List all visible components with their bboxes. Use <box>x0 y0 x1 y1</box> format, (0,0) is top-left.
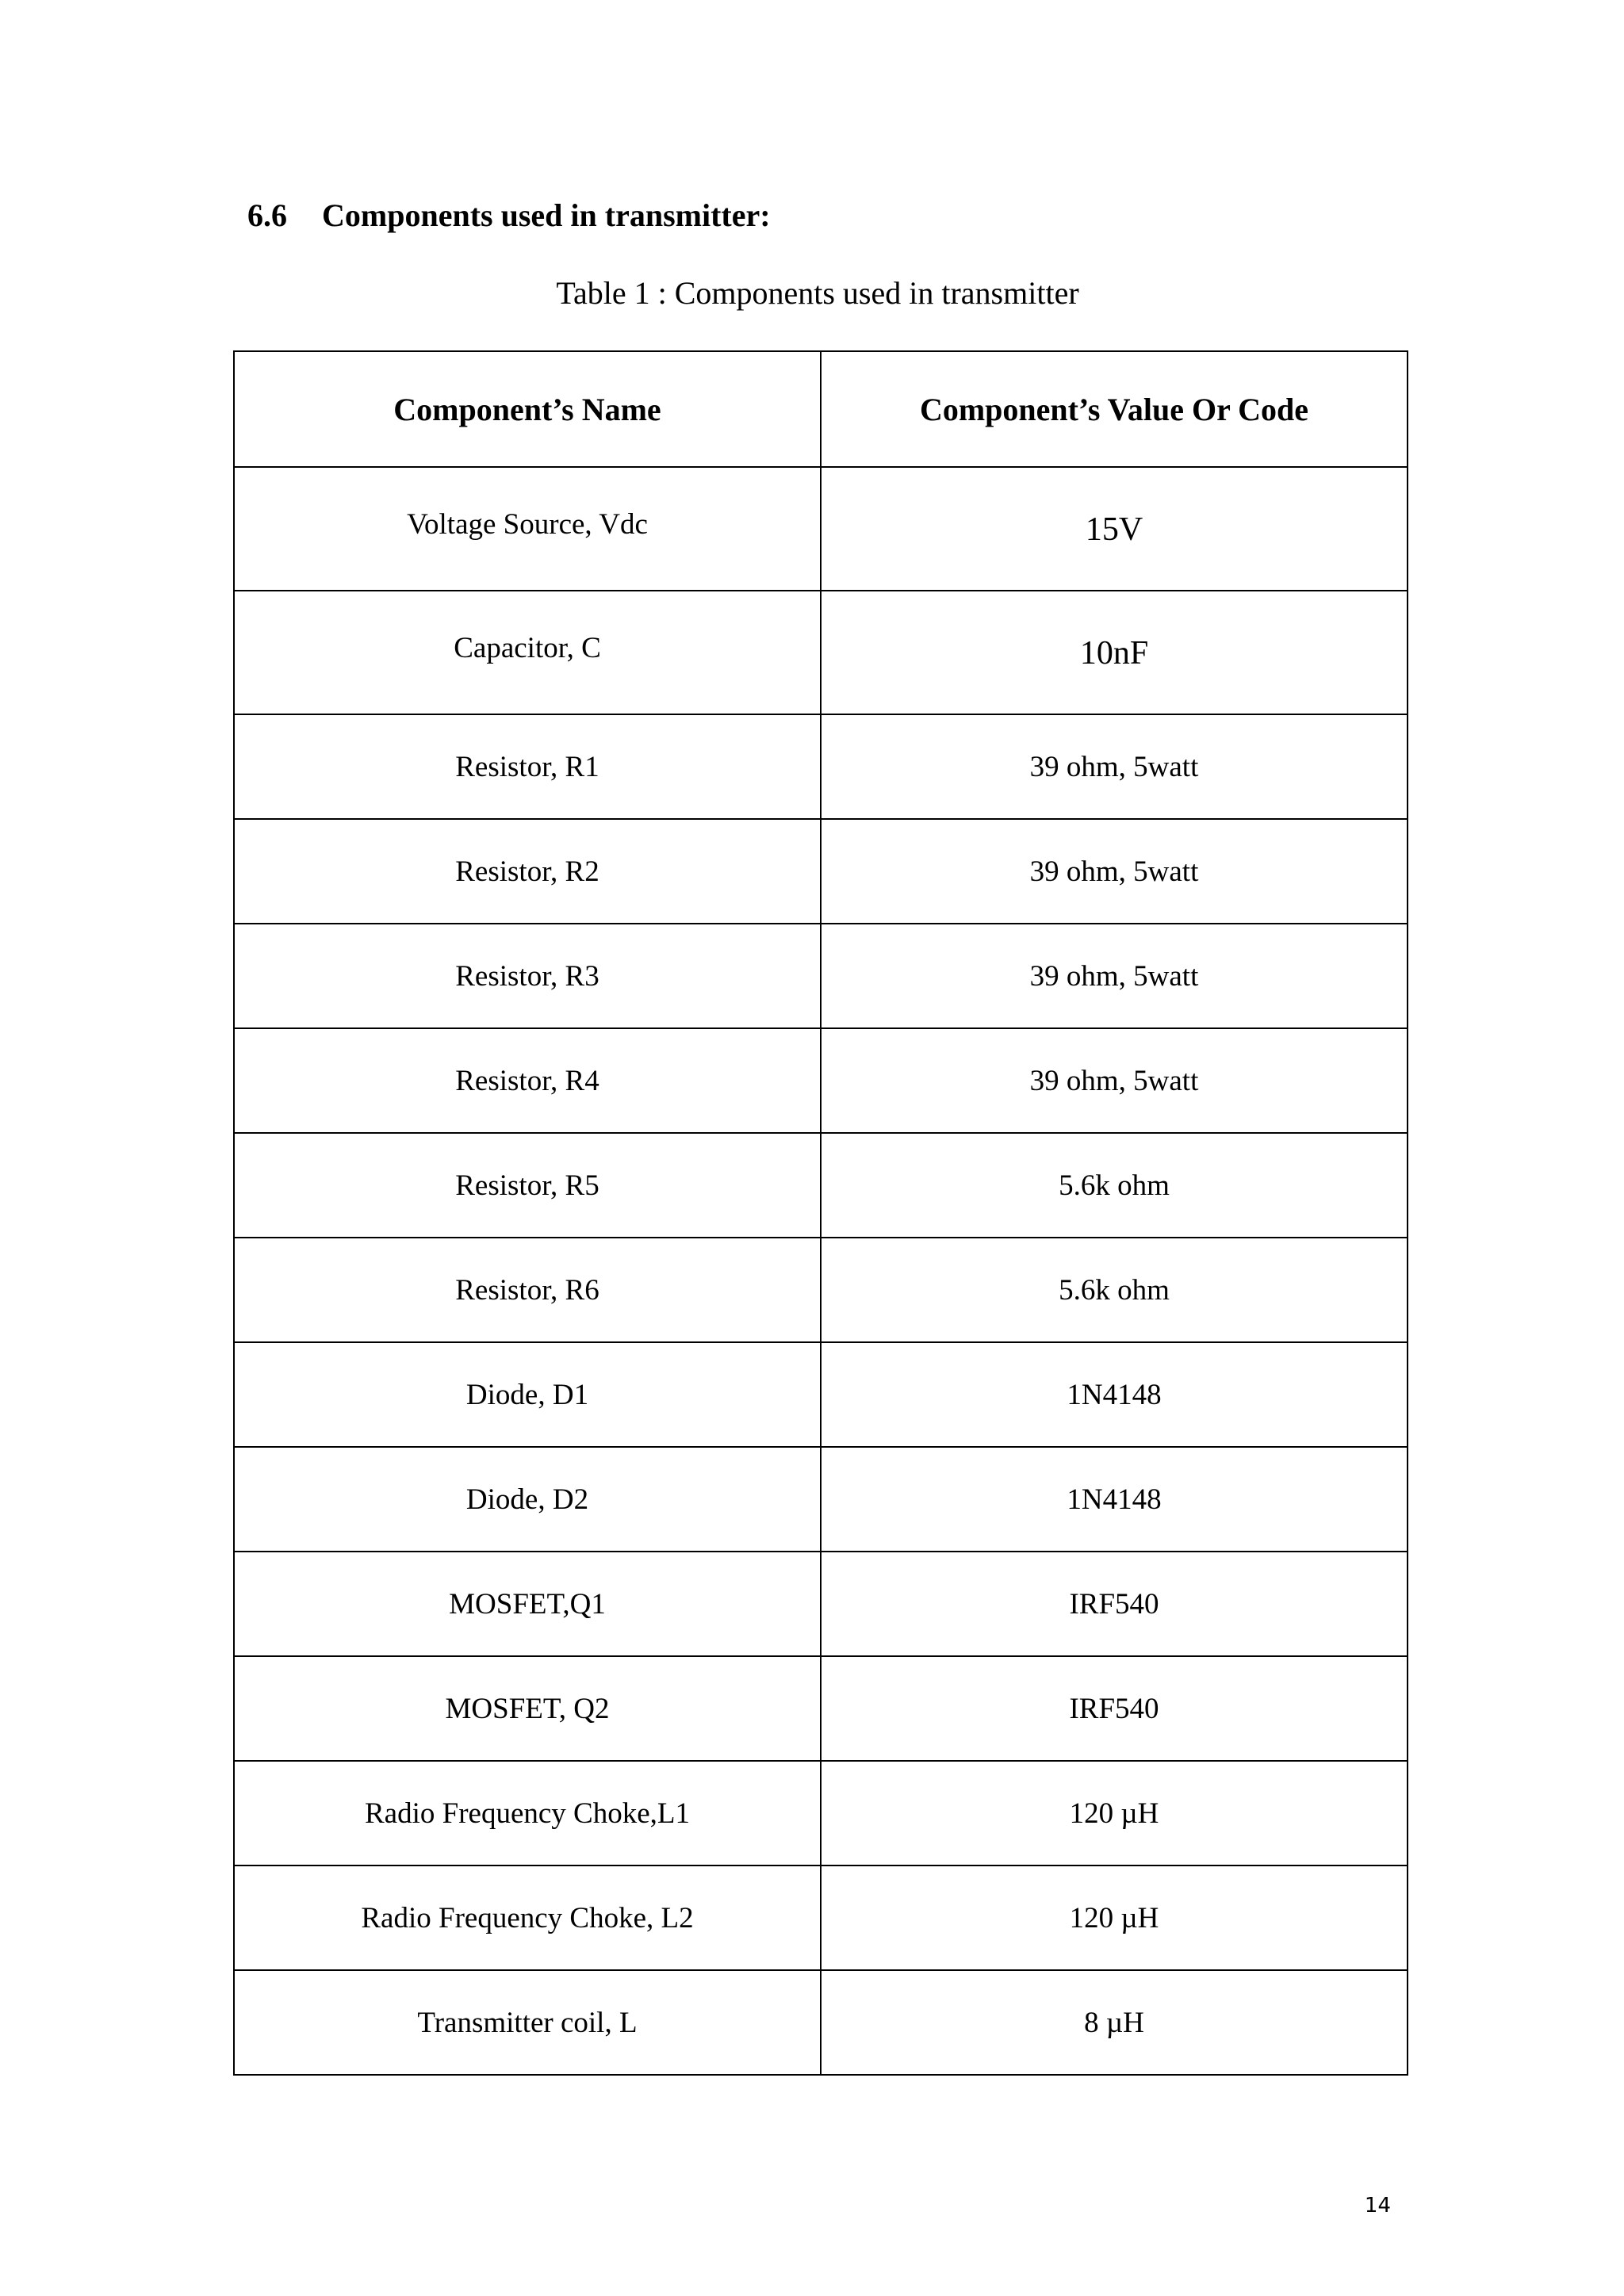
table-row <box>234 591 1408 714</box>
section-heading <box>247 192 771 239</box>
table-row <box>234 1866 1408 1970</box>
component-name-cell: Diode, D1 <box>234 1342 821 1447</box>
table-row <box>234 1342 1408 1447</box>
header-component-name: Component’s Name <box>234 351 821 467</box>
header-component-value: Component’s Value Or Code <box>821 351 1408 467</box>
component-value-cell: 120 µH <box>821 1866 1408 1970</box>
section-title: Components used in transmitter: <box>322 197 771 233</box>
component-name-cell: MOSFET,Q1 <box>234 1552 821 1656</box>
table-row <box>234 1761 1408 1866</box>
component-value-cell: 8 µH <box>821 1970 1408 2075</box>
component-value-cell: IRF540 <box>821 1656 1408 1761</box>
table-row <box>234 714 1408 819</box>
component-name-cell: Capacitor, C <box>234 591 821 714</box>
component-name-cell: Resistor, R1 <box>234 714 821 819</box>
table-row <box>234 1656 1408 1761</box>
component-name-cell: Radio Frequency Choke,L1 <box>234 1761 821 1866</box>
section-number: 6.6 <box>247 197 287 233</box>
component-value-cell: 15V <box>821 467 1408 591</box>
component-name-cell: Voltage Source, Vdc <box>234 467 821 591</box>
table-header-row <box>234 351 1408 467</box>
component-value-cell: IRF540 <box>821 1552 1408 1656</box>
component-name-cell: MOSFET, Q2 <box>234 1656 821 1761</box>
component-value-cell: 39 ohm, 5watt <box>821 1028 1408 1133</box>
component-value-cell: 39 ohm, 5watt <box>821 714 1408 819</box>
component-name-cell: Resistor, R5 <box>234 1133 821 1238</box>
component-name-cell: Transmitter coil, L <box>234 1970 821 2075</box>
component-name-cell: Resistor, R3 <box>234 924 821 1028</box>
table-row <box>234 924 1408 1028</box>
table-row <box>234 819 1408 924</box>
component-value-cell: 10nF <box>821 591 1408 714</box>
table-row <box>234 467 1408 591</box>
table-row <box>234 1028 1408 1133</box>
component-value-cell: 1N4148 <box>821 1447 1408 1552</box>
component-name-cell: Resistor, R4 <box>234 1028 821 1133</box>
component-value-cell: 5.6k ohm <box>821 1238 1408 1342</box>
table-row <box>234 1133 1408 1238</box>
component-value-cell: 39 ohm, 5watt <box>821 819 1408 924</box>
table-row <box>234 1447 1408 1552</box>
table-row <box>234 1970 1408 2075</box>
table-caption: Table 1 : Components used in transmitter <box>556 275 1079 311</box>
table-row <box>234 1552 1408 1656</box>
component-name-cell: Resistor, R6 <box>234 1238 821 1342</box>
component-value-cell: 120 µH <box>821 1761 1408 1866</box>
component-value-cell: 5.6k ohm <box>821 1133 1408 1238</box>
component-name-cell: Diode, D2 <box>234 1447 821 1552</box>
page-number: 14 <box>1364 2194 1391 2218</box>
components-table <box>233 350 1408 2076</box>
component-value-cell: 1N4148 <box>821 1342 1408 1447</box>
component-name-cell: Resistor, R2 <box>234 819 821 924</box>
component-name-cell: Radio Frequency Choke, L2 <box>234 1866 821 1970</box>
component-value-cell: 39 ohm, 5watt <box>821 924 1408 1028</box>
table-row <box>234 1238 1408 1342</box>
